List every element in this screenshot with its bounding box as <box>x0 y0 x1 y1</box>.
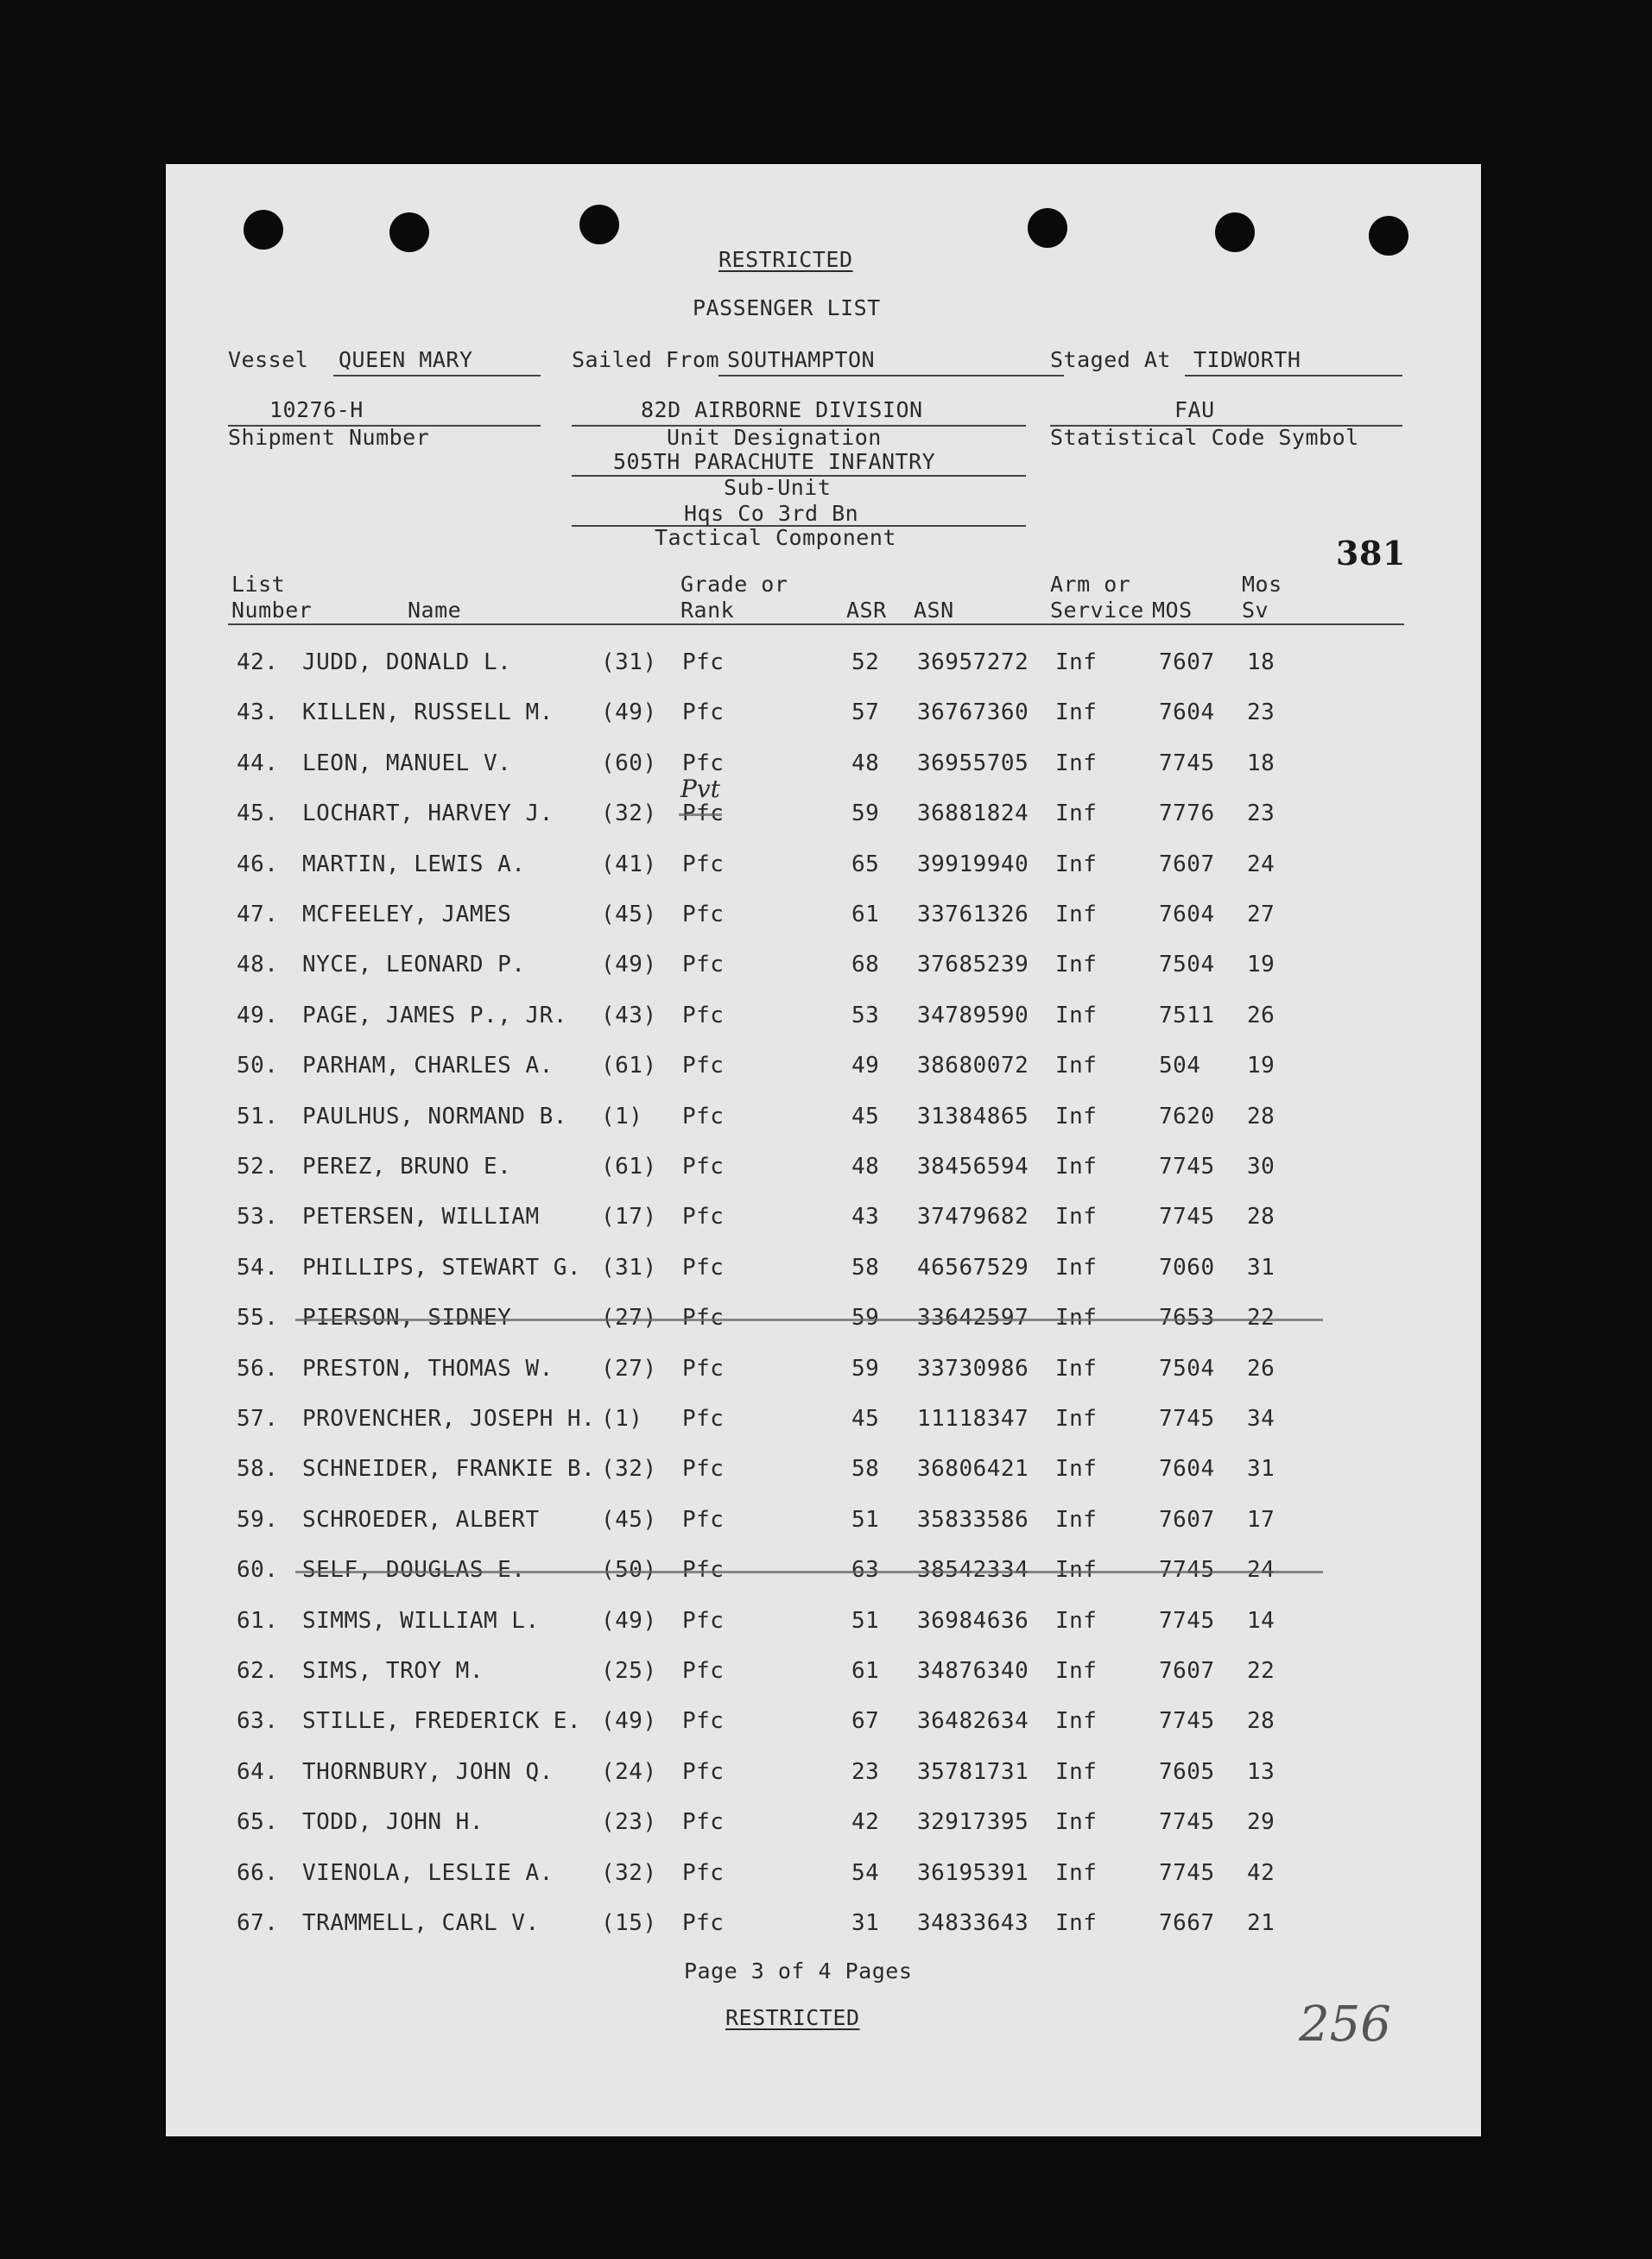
vessel-label: Vessel <box>228 347 309 372</box>
cell-mos: 7504 <box>1159 952 1215 978</box>
handwritten-number: 256 <box>1299 1996 1391 2053</box>
cell-sv: 19 <box>1247 1053 1275 1079</box>
cell-arm: Inf <box>1055 1255 1098 1281</box>
cell-name: PIERSON, SIDNEY <box>302 1305 512 1331</box>
cell-sv: 22 <box>1247 1658 1275 1684</box>
cell-grade: Pfc <box>682 1406 725 1432</box>
cell-code: (1) <box>601 1104 643 1130</box>
cell-name: PAGE, JAMES P., JR. <box>302 1003 567 1028</box>
cell-arm: Inf <box>1055 1658 1098 1684</box>
cell-arm: Inf <box>1055 1305 1098 1331</box>
col-arm-1: Arm or <box>1050 572 1131 597</box>
cell-sv: 28 <box>1247 1204 1275 1230</box>
cell-name: SIMMS, WILLIAM L. <box>302 1608 540 1634</box>
col-list-number-1: List <box>231 572 286 597</box>
cell-arm: Inf <box>1055 699 1098 725</box>
cell-num: 54. <box>237 1255 279 1281</box>
cell-arm: Inf <box>1055 1759 1098 1785</box>
cell-arm: Inf <box>1055 1154 1098 1180</box>
col-asn: ASN <box>914 598 954 623</box>
cell-name: TODD, JOHN H. <box>302 1809 484 1835</box>
cell-sv: 42 <box>1247 1860 1275 1886</box>
cell-name: MARTIN, LEWIS A. <box>302 851 526 877</box>
cell-code: (45) <box>601 902 657 927</box>
cell-asr: 48 <box>851 750 880 776</box>
cell-code: (45) <box>601 1507 657 1533</box>
restricted-top-label: RESTRICTED <box>718 247 853 272</box>
cell-asn: 34833643 <box>917 1910 1029 1936</box>
cell-name: PROVENCHER, JOSEPH H. <box>302 1406 596 1432</box>
page-indicator: Page 3 of 4 Pages <box>684 1958 913 1984</box>
restricted-bottom-label: RESTRICTED <box>725 2005 860 2030</box>
cell-asn: 31384865 <box>917 1104 1029 1130</box>
cell-name: PEREZ, BRUNO E. <box>302 1154 512 1180</box>
cell-arm: Inf <box>1055 1708 1098 1734</box>
vessel-value: QUEEN MARY <box>339 347 473 372</box>
cell-name: STILLE, FREDERICK E. <box>302 1708 582 1734</box>
cell-mos: 7511 <box>1159 1003 1215 1028</box>
cell-asn: 33642597 <box>917 1305 1029 1331</box>
cell-arm: Inf <box>1055 649 1098 675</box>
cell-asr: 61 <box>851 902 880 927</box>
cell-arm: Inf <box>1055 1104 1098 1130</box>
cell-asr: 59 <box>851 1356 880 1382</box>
cell-arm: Inf <box>1055 1456 1098 1482</box>
cell-num: 50. <box>237 1053 279 1079</box>
document-title: PASSENGER LIST <box>693 295 881 320</box>
cell-sv: 31 <box>1247 1456 1275 1482</box>
cell-arm: Inf <box>1055 1507 1098 1533</box>
punch-hole <box>1215 212 1255 252</box>
cell-sv: 22 <box>1247 1305 1275 1331</box>
cell-sv: 24 <box>1247 1557 1275 1583</box>
cell-sv: 26 <box>1247 1356 1275 1382</box>
punch-hole <box>244 210 283 250</box>
cell-grade: Pfc <box>682 1053 725 1079</box>
cell-num: 46. <box>237 851 279 877</box>
cell-name: PRESTON, THOMAS W. <box>302 1356 554 1382</box>
cell-code: (49) <box>601 952 657 978</box>
cell-sv: 18 <box>1247 750 1275 776</box>
cell-mos: 7504 <box>1159 1356 1215 1382</box>
cell-name: LEON, MANUEL V. <box>302 750 512 776</box>
cell-code: (32) <box>601 1860 657 1886</box>
cell-asn: 35833586 <box>917 1507 1029 1533</box>
cell-asn: 37479682 <box>917 1204 1029 1230</box>
cell-code: (15) <box>601 1910 657 1936</box>
cell-mos: 7605 <box>1159 1759 1215 1785</box>
cell-sv: 23 <box>1247 800 1275 826</box>
cell-sv: 21 <box>1247 1910 1275 1936</box>
grade-strikethrough <box>679 813 722 816</box>
cell-arm: Inf <box>1055 1003 1098 1028</box>
punch-hole <box>389 212 429 252</box>
cell-code: (32) <box>601 1456 657 1482</box>
cell-grade: Pfc <box>682 1003 725 1028</box>
cell-mos: 7620 <box>1159 1104 1215 1130</box>
cell-asn: 36881824 <box>917 800 1029 826</box>
cell-mos: 7745 <box>1159 1557 1215 1583</box>
cell-asn: 38456594 <box>917 1154 1029 1180</box>
cell-num: 55. <box>237 1305 279 1331</box>
cell-asn: 34876340 <box>917 1658 1029 1684</box>
cell-sv: 14 <box>1247 1608 1275 1634</box>
cell-grade: Pfc <box>682 1910 725 1936</box>
document-page <box>166 164 1481 2136</box>
cell-num: 52. <box>237 1154 279 1180</box>
cell-asn: 35781731 <box>917 1759 1029 1785</box>
cell-name: TRAMMELL, CARL V. <box>302 1910 540 1936</box>
cell-grade: Pfc <box>682 1557 725 1583</box>
col-grade-2: Rank <box>680 598 735 623</box>
col-arm-2: Service <box>1050 598 1144 623</box>
cell-code: (17) <box>601 1204 657 1230</box>
cell-asn: 11118347 <box>917 1406 1029 1432</box>
cell-grade: Pfc <box>682 1708 725 1734</box>
cell-grade: Pfc <box>682 1356 725 1382</box>
cell-asr: 51 <box>851 1608 880 1634</box>
cell-arm: Inf <box>1055 1406 1098 1432</box>
cell-grade: Pfc <box>682 1759 725 1785</box>
cell-asn: 36482634 <box>917 1708 1029 1734</box>
cell-grade: Pfc <box>682 1658 725 1684</box>
cell-asn: 33730986 <box>917 1356 1029 1382</box>
unit-designation-label: Unit Designation <box>667 425 882 450</box>
cell-mos: 7745 <box>1159 1708 1215 1734</box>
cell-sv: 26 <box>1247 1003 1275 1028</box>
col-name: Name <box>408 598 462 623</box>
cell-arm: Inf <box>1055 1860 1098 1886</box>
cell-grade: Pfc <box>682 1507 725 1533</box>
cell-grade: Pfc <box>682 902 725 927</box>
cell-mos: 7607 <box>1159 851 1215 877</box>
unit-designation-value: 82D AIRBORNE DIVISION <box>641 397 923 422</box>
sailed-underline <box>718 375 1064 376</box>
cell-mos: 7745 <box>1159 1204 1215 1230</box>
cell-name: PHILLIPS, STEWART G. <box>302 1255 582 1281</box>
cell-asn: 36806421 <box>917 1456 1029 1482</box>
cell-arm: Inf <box>1055 1809 1098 1835</box>
cell-code: (60) <box>601 750 657 776</box>
cell-num: 59. <box>237 1507 279 1533</box>
cell-mos: 504 <box>1159 1053 1201 1079</box>
cell-num: 58. <box>237 1456 279 1482</box>
cell-sv: 17 <box>1247 1507 1275 1533</box>
cell-code: (27) <box>601 1305 657 1331</box>
statistical-code-value: FAU <box>1174 397 1215 422</box>
cell-asr: 23 <box>851 1759 880 1785</box>
cell-code: (31) <box>601 649 657 675</box>
cell-asn: 39919940 <box>917 851 1029 877</box>
cell-grade: Pfc <box>682 800 725 826</box>
sailed-from-value: SOUTHAMPTON <box>727 347 876 372</box>
cell-mos: 7776 <box>1159 800 1215 826</box>
cell-name: SCHROEDER, ALBERT <box>302 1507 540 1533</box>
cell-name: PARHAM, CHARLES A. <box>302 1053 554 1079</box>
cell-arm: Inf <box>1055 1608 1098 1634</box>
cell-asn: 36767360 <box>917 699 1029 725</box>
cell-asn: 33761326 <box>917 902 1029 927</box>
cell-code: (49) <box>601 1608 657 1634</box>
cell-grade: Pfc <box>682 1305 725 1331</box>
cell-num: 56. <box>237 1356 279 1382</box>
cell-asn: 32917395 <box>917 1809 1029 1835</box>
cell-asr: 54 <box>851 1860 880 1886</box>
cell-asn: 36957272 <box>917 649 1029 675</box>
cell-code: (1) <box>601 1406 643 1432</box>
header-rule <box>228 623 1404 625</box>
cell-asn: 36195391 <box>917 1860 1029 1886</box>
cell-asr: 52 <box>851 649 880 675</box>
cell-asr: 58 <box>851 1456 880 1482</box>
cell-num: 53. <box>237 1204 279 1230</box>
cell-code: (31) <box>601 1255 657 1281</box>
cell-code: (50) <box>601 1557 657 1583</box>
cell-asn: 34789590 <box>917 1003 1029 1028</box>
col-asr: ASR <box>846 598 887 623</box>
cell-mos: 7604 <box>1159 1456 1215 1482</box>
sub-unit-value: 505TH PARACHUTE INFANTRY <box>613 449 936 474</box>
cell-arm: Inf <box>1055 1356 1098 1382</box>
cell-grade: Pfc <box>682 699 725 725</box>
sub-unit-label: Sub-Unit <box>724 475 832 500</box>
cell-arm: Inf <box>1055 952 1098 978</box>
cell-mos: 7745 <box>1159 1406 1215 1432</box>
cell-mos: 7607 <box>1159 1507 1215 1533</box>
cell-num: 67. <box>237 1910 279 1936</box>
cell-num: 51. <box>237 1104 279 1130</box>
cell-arm: Inf <box>1055 851 1098 877</box>
cell-num: 57. <box>237 1406 279 1432</box>
cell-arm: Inf <box>1055 902 1098 927</box>
cell-grade: Pfc <box>682 1154 725 1180</box>
cell-asr: 67 <box>851 1708 880 1734</box>
cell-asr: 42 <box>851 1809 880 1835</box>
grade-correction-note: Pvt <box>680 775 720 803</box>
cell-name: JUDD, DONALD L. <box>302 649 512 675</box>
cell-code: (23) <box>601 1809 657 1835</box>
cell-num: 47. <box>237 902 279 927</box>
cell-num: 45. <box>237 800 279 826</box>
col-grade-1: Grade or <box>680 572 788 597</box>
staged-underline <box>1185 375 1402 376</box>
cell-num: 60. <box>237 1557 279 1583</box>
cell-code: (27) <box>601 1356 657 1382</box>
statistical-code-label: Statistical Code Symbol <box>1050 425 1359 450</box>
cell-name: SCHNEIDER, FRANKIE B. <box>302 1456 596 1482</box>
cell-asn: 46567529 <box>917 1255 1029 1281</box>
cell-asr: 45 <box>851 1104 880 1130</box>
cell-grade: Pfc <box>682 1860 725 1886</box>
row-strikethrough <box>295 1571 1323 1573</box>
cell-sv: 19 <box>1247 952 1275 978</box>
cell-mos: 7745 <box>1159 1154 1215 1180</box>
cell-asr: 59 <box>851 800 880 826</box>
cell-asr: 68 <box>851 952 880 978</box>
cell-grade: Pfc <box>682 1608 725 1634</box>
cell-grade: Pfc <box>682 1204 725 1230</box>
cell-grade: Pfc <box>682 1456 725 1482</box>
cell-name: THORNBURY, JOHN Q. <box>302 1759 554 1785</box>
cell-code: (43) <box>601 1003 657 1028</box>
cell-mos: 7745 <box>1159 750 1215 776</box>
cell-asr: 65 <box>851 851 880 877</box>
cell-code: (49) <box>601 699 657 725</box>
col-mos-sv-1: Mos <box>1242 572 1282 597</box>
cell-num: 43. <box>237 699 279 725</box>
cell-grade: Pfc <box>682 1104 725 1130</box>
row-strikethrough <box>295 1319 1323 1321</box>
col-list-number-2: Number <box>231 598 313 623</box>
cell-asr: 61 <box>851 1658 880 1684</box>
cell-num: 48. <box>237 952 279 978</box>
shipment-number-value: 10276-H <box>269 397 364 422</box>
cell-num: 63. <box>237 1708 279 1734</box>
cell-arm: Inf <box>1055 750 1098 776</box>
cell-mos: 7745 <box>1159 1860 1215 1886</box>
cell-sv: 18 <box>1247 649 1275 675</box>
cell-num: 44. <box>237 750 279 776</box>
cell-asn: 36984636 <box>917 1608 1029 1634</box>
staged-at-label: Staged At <box>1050 347 1171 372</box>
cell-sv: 31 <box>1247 1255 1275 1281</box>
cell-num: 62. <box>237 1658 279 1684</box>
cell-arm: Inf <box>1055 1053 1098 1079</box>
cell-asr: 45 <box>851 1406 880 1432</box>
punch-hole <box>1369 216 1408 256</box>
cell-code: (25) <box>601 1658 657 1684</box>
staged-at-value: TIDWORTH <box>1193 347 1301 372</box>
cell-asr: 59 <box>851 1305 880 1331</box>
cell-arm: Inf <box>1055 1204 1098 1230</box>
stamped-page-number: 381 <box>1336 534 1406 573</box>
cell-mos: 7745 <box>1159 1608 1215 1634</box>
cell-mos: 7653 <box>1159 1305 1215 1331</box>
vessel-underline <box>333 375 541 376</box>
cell-asr: 49 <box>851 1053 880 1079</box>
cell-sv: 29 <box>1247 1809 1275 1835</box>
cell-asr: 53 <box>851 1003 880 1028</box>
cell-asr: 43 <box>851 1204 880 1230</box>
cell-code: (32) <box>601 800 657 826</box>
cell-grade: Pfc <box>682 649 725 675</box>
cell-name: LOCHART, HARVEY J. <box>302 800 554 826</box>
cell-name: SELF, DOUGLAS E. <box>302 1557 526 1583</box>
cell-sv: 27 <box>1247 902 1275 927</box>
cell-mos: 7607 <box>1159 1658 1215 1684</box>
cell-asr: 58 <box>851 1255 880 1281</box>
cell-name: PAULHUS, NORMAND B. <box>302 1104 567 1130</box>
cell-grade: Pfc <box>682 851 725 877</box>
punch-hole <box>579 205 619 244</box>
tactical-component-value: Hqs Co 3rd Bn <box>684 501 859 526</box>
shipment-number-label: Shipment Number <box>228 425 430 450</box>
cell-sv: 13 <box>1247 1759 1275 1785</box>
cell-grade: Pfc <box>682 750 725 776</box>
cell-num: 61. <box>237 1608 279 1634</box>
sailed-from-label: Sailed From <box>572 347 720 372</box>
cell-code: (49) <box>601 1708 657 1734</box>
cell-num: 66. <box>237 1860 279 1886</box>
cell-name: NYCE, LEONARD P. <box>302 952 526 978</box>
cell-asr: 63 <box>851 1557 880 1583</box>
punch-hole <box>1028 208 1067 248</box>
cell-mos: 7604 <box>1159 902 1215 927</box>
cell-asr: 31 <box>851 1910 880 1936</box>
cell-sv: 34 <box>1247 1406 1275 1432</box>
cell-sv: 28 <box>1247 1708 1275 1734</box>
tactical-component-label: Tactical Component <box>655 525 896 550</box>
cell-name: MCFEELEY, JAMES <box>302 902 512 927</box>
cell-grade: Pfc <box>682 1255 725 1281</box>
cell-mos: 7060 <box>1159 1255 1215 1281</box>
cell-arm: Inf <box>1055 1557 1098 1583</box>
cell-sv: 30 <box>1247 1154 1275 1180</box>
cell-asn: 37685239 <box>917 952 1029 978</box>
cell-arm: Inf <box>1055 800 1098 826</box>
cell-num: 49. <box>237 1003 279 1028</box>
cell-num: 64. <box>237 1759 279 1785</box>
cell-name: PETERSEN, WILLIAM <box>302 1204 540 1230</box>
cell-asn: 38680072 <box>917 1053 1029 1079</box>
cell-grade: Pfc <box>682 1809 725 1835</box>
cell-sv: 24 <box>1247 851 1275 877</box>
cell-sv: 28 <box>1247 1104 1275 1130</box>
cell-name: SIMS, TROY M. <box>302 1658 484 1684</box>
cell-asr: 57 <box>851 699 880 725</box>
cell-code: (41) <box>601 851 657 877</box>
cell-asr: 51 <box>851 1507 880 1533</box>
cell-asr: 48 <box>851 1154 880 1180</box>
cell-mos: 7667 <box>1159 1910 1215 1936</box>
cell-mos: 7604 <box>1159 699 1215 725</box>
cell-mos: 7745 <box>1159 1809 1215 1835</box>
cell-code: (24) <box>601 1759 657 1785</box>
cell-name: KILLEN, RUSSELL M. <box>302 699 554 725</box>
cell-mos: 7607 <box>1159 649 1215 675</box>
cell-arm: Inf <box>1055 1910 1098 1936</box>
cell-asn: 36955705 <box>917 750 1029 776</box>
col-mos: MOS <box>1152 598 1193 623</box>
cell-num: 65. <box>237 1809 279 1835</box>
cell-grade: Pfc <box>682 952 725 978</box>
col-mos-sv-2: Sv <box>1242 598 1269 623</box>
cell-code: (61) <box>601 1053 657 1079</box>
cell-num: 42. <box>237 649 279 675</box>
cell-name: VIENOLA, LESLIE A. <box>302 1860 554 1886</box>
cell-sv: 23 <box>1247 699 1275 725</box>
cell-code: (61) <box>601 1154 657 1180</box>
cell-asn: 38542334 <box>917 1557 1029 1583</box>
